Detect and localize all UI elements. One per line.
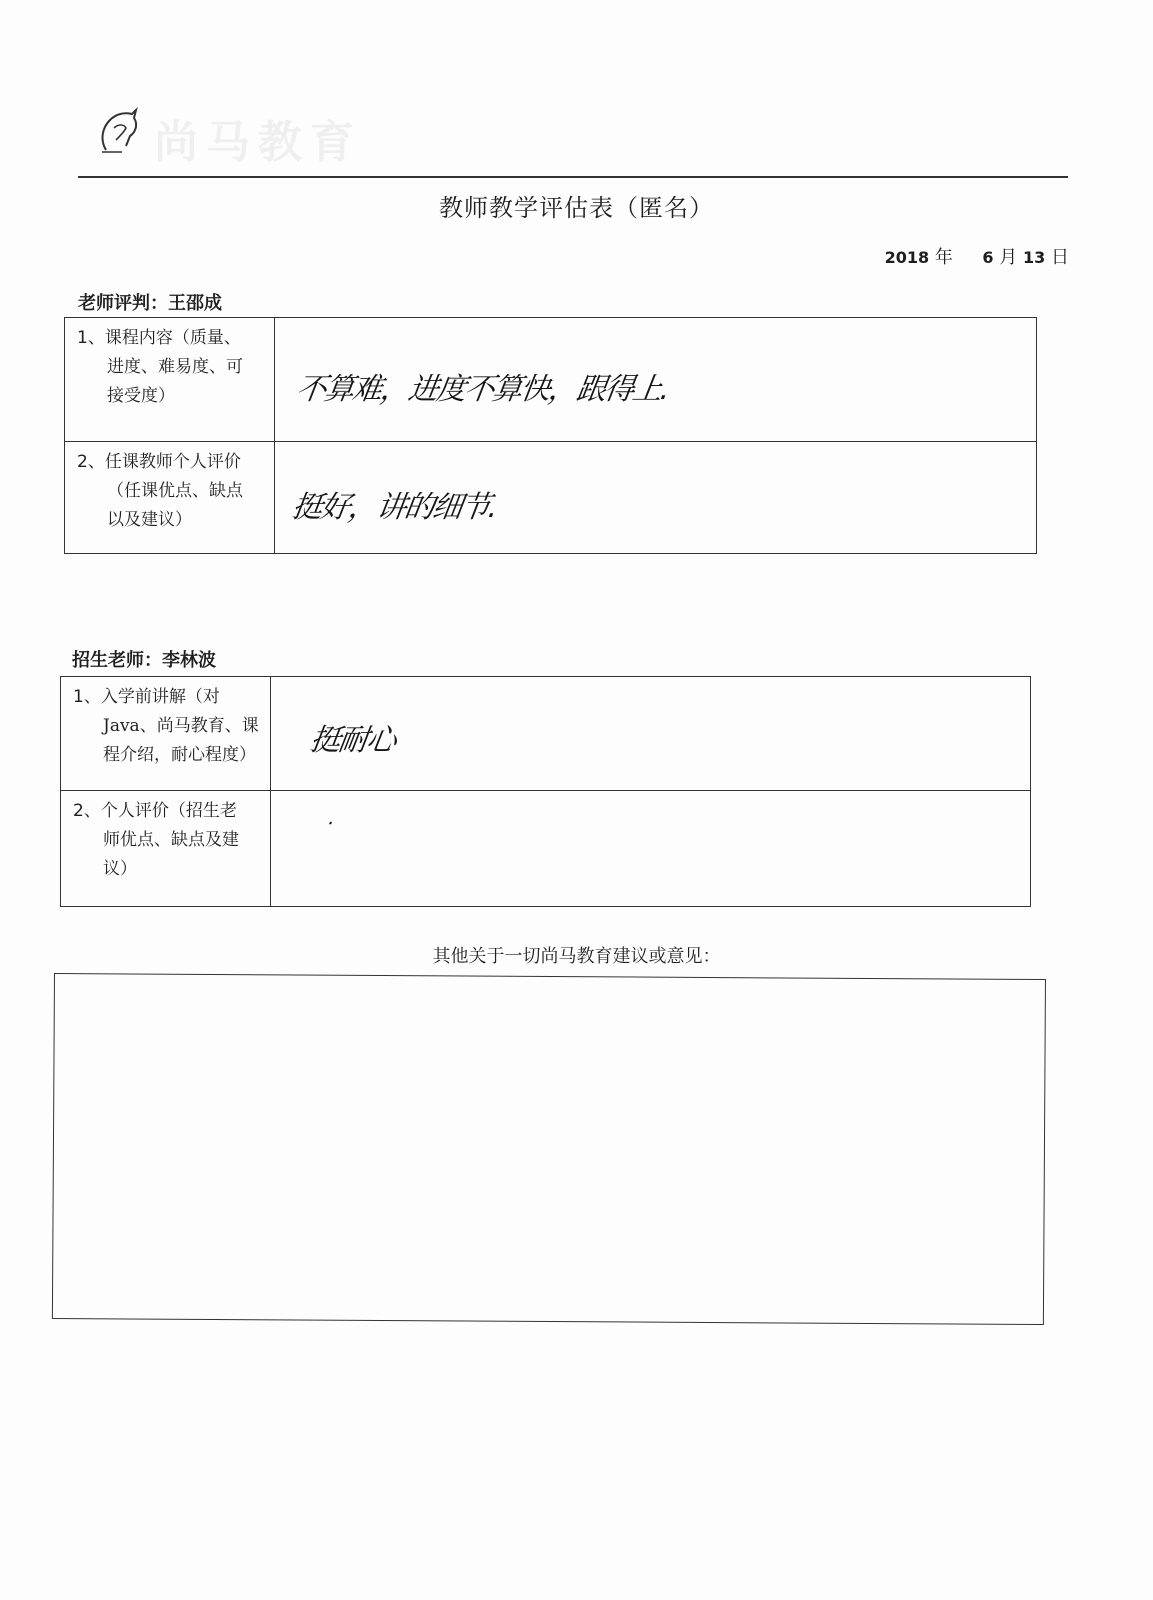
page-title: 教师教学评估表（匿名） <box>439 194 714 222</box>
table-row <box>65 442 1037 554</box>
table-row <box>65 318 1037 442</box>
question-cell-pre-enrollment: 1、入学前讲解（对 Java、尚马教育、课 程介绍，耐心程度） <box>61 677 271 791</box>
logo-wordmark: 尚马教育 <box>154 117 362 168</box>
date-day-unit: 日 <box>1051 247 1069 268</box>
answer-field-course-content[interactable] <box>275 318 1037 442</box>
date-month: 6 <box>982 248 994 267</box>
date-year: 2018 <box>884 248 930 267</box>
other-suggestions-title: 其他关于一切尚马教育建议或意见： <box>432 946 721 967</box>
table-row <box>61 791 1031 907</box>
header-divider <box>78 176 1068 178</box>
date-month-unit: 月 <box>999 247 1018 268</box>
table-row <box>61 677 1031 791</box>
answer-field-pre-enrollment[interactable] <box>271 677 1031 791</box>
handwritten-answer: 挺耐心 <box>308 723 397 758</box>
form-date <box>885 243 1069 269</box>
handwritten-answer: · <box>325 811 334 835</box>
answer-field-admissions-review[interactable] <box>271 791 1031 907</box>
question-cell-course-content: 1、课程内容（质量、 进度、难易度、可 接受度） <box>65 318 275 442</box>
answer-field-teacher-review[interactable] <box>275 442 1037 554</box>
other-suggestions-field[interactable] <box>52 973 1046 1325</box>
question-cell-teacher-review: 2、任课教师个人评价 （任课优点、缺点 以及建议） <box>65 442 275 554</box>
admissions-section-label: 招生老师：李林波 <box>72 650 216 671</box>
handwritten-answer: 挺好，讲的细节. <box>290 490 499 525</box>
teacher-section-label: 老师评判：王邵成 <box>78 293 222 314</box>
date-day: 13 <box>1023 248 1046 267</box>
question-cell-admissions-review: 2、个人评价（招生老 师优点、缺点及建 议） <box>61 791 271 907</box>
teacher-evaluation-table <box>64 317 1037 554</box>
handwritten-answer: 不算难，进度不算快，跟得上. <box>294 372 671 407</box>
admissions-evaluation-table <box>60 676 1031 907</box>
horse-logo-icon <box>92 106 144 158</box>
date-year-unit: 年 <box>934 247 953 268</box>
brand-logo <box>82 100 362 168</box>
